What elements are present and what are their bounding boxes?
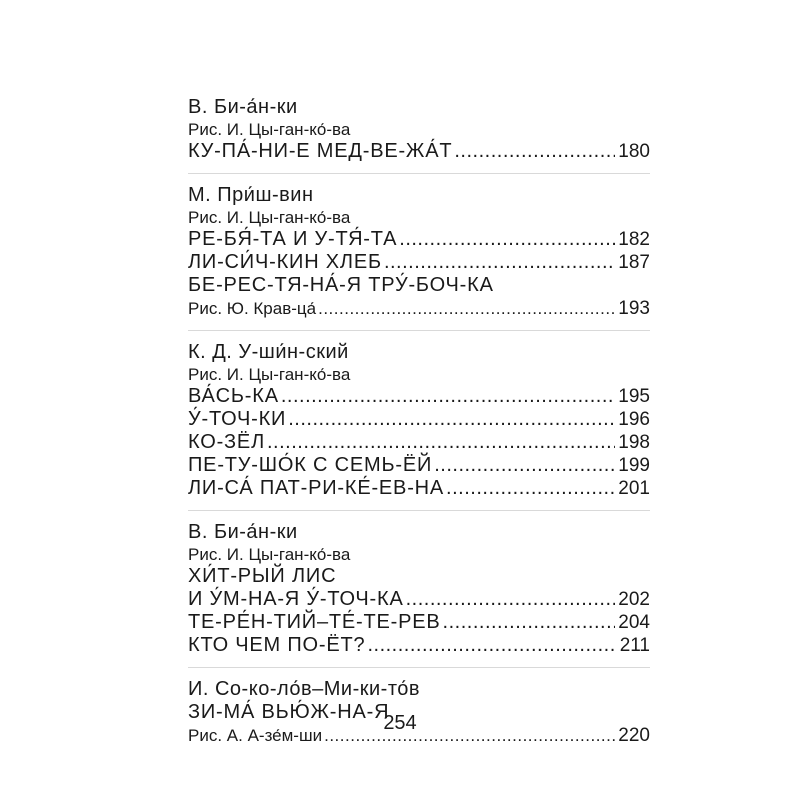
toc-entry bbox=[188, 251, 650, 274]
author-name: В. Би-а́н-ки bbox=[188, 521, 298, 543]
section-divider bbox=[188, 510, 650, 511]
toc-section-bianki-1 bbox=[188, 96, 650, 163]
toc-entry-title: ЛИ-СА́ ПАТ-РИ-КЕ́-ЕВ-НА bbox=[188, 477, 445, 499]
toc-entry-title: КУ-ПА́-НИ-Е МЕД-ВЕ-ЖА́Т bbox=[188, 140, 453, 162]
author-name: И. Со-ко-ло́в–Ми-ки-то́в bbox=[188, 678, 420, 700]
toc-entry-title: ХИ́Т-РЫЙ ЛИС bbox=[188, 565, 337, 587]
author-name: В. Би-а́н-ки bbox=[188, 96, 298, 118]
toc-entry-page: 202 bbox=[618, 589, 650, 610]
dot-leader bbox=[443, 611, 616, 634]
toc-entry bbox=[188, 634, 650, 657]
illustrator-credit: Рис. А. А-зе́м-ши bbox=[188, 726, 323, 745]
toc-section-bianki-2 bbox=[188, 521, 650, 657]
illustrator-credit: Рис. Ю. Крав-ца́ bbox=[188, 299, 317, 318]
toc-section-prishvin bbox=[188, 184, 650, 320]
section-divider bbox=[188, 173, 650, 174]
toc-entry bbox=[188, 588, 650, 611]
page-number: 254 bbox=[383, 712, 417, 734]
toc-entry-title: У́-ТОЧ-КИ bbox=[188, 408, 287, 430]
toc-entry-page: 196 bbox=[618, 409, 650, 430]
section-divider bbox=[188, 330, 650, 331]
toc-entry-page: 199 bbox=[618, 455, 650, 476]
toc-entry-title: ЗИ-МА́ ВЬЮ́Ж-НА-Я bbox=[188, 701, 390, 723]
toc-entry-page: 211 bbox=[619, 635, 650, 656]
toc-entry bbox=[188, 385, 650, 408]
illustrator-credit: Рис. И. Цы-ган-ко́-ва bbox=[188, 208, 351, 227]
toc-entry-page: 193 bbox=[618, 298, 650, 319]
illustrator-credit: Рис. И. Цы-ган-ко́-ва bbox=[188, 545, 351, 564]
toc-entry-title: ТЕ-РЕ́Н-ТИЙ–ТЕ́-ТЕ-РЕВ bbox=[188, 611, 441, 633]
author-name: М. При́ш-вин bbox=[188, 184, 314, 206]
toc-entry-page: 182 bbox=[618, 229, 650, 250]
toc-entry-page: 204 bbox=[618, 612, 650, 633]
dot-leader bbox=[399, 228, 615, 251]
toc-entry-title: И У́М-НА-Я У́-ТОЧ-КА bbox=[188, 588, 404, 610]
dot-leader bbox=[434, 454, 615, 477]
section-divider bbox=[188, 667, 650, 668]
table-of-contents bbox=[188, 96, 650, 747]
toc-entry bbox=[188, 408, 650, 431]
dot-leader bbox=[454, 140, 615, 163]
toc-entry bbox=[188, 477, 650, 500]
toc-entry-page: 201 bbox=[618, 478, 650, 499]
toc-entry bbox=[188, 140, 650, 163]
toc-entry bbox=[188, 228, 650, 251]
toc-entry bbox=[188, 431, 650, 454]
dot-leader bbox=[406, 588, 616, 611]
toc-entry-page: 187 bbox=[618, 252, 650, 273]
toc-entry-title: ПЕ-ТУ-ШО́К С СЕМЬ-ЁЙ bbox=[188, 454, 433, 476]
toc-entry-title: БЕ-РЕС-ТЯ-НА́-Я ТРУ́-БОЧ-КА bbox=[188, 274, 494, 296]
dot-leader bbox=[267, 431, 615, 454]
toc-entry-page: 198 bbox=[618, 432, 650, 453]
dot-leader bbox=[288, 408, 615, 431]
author-name: К. Д. У-ши́н-ский bbox=[188, 341, 349, 363]
toc-entry-title: КТО ЧЕМ ПО-ЁТ? bbox=[188, 634, 366, 656]
toc-entry-title: ВА́СЬ-КА bbox=[188, 385, 279, 407]
toc-section-ushinsky bbox=[188, 341, 650, 500]
toc-entry bbox=[188, 297, 650, 320]
illustrator-credit: Рис. И. Цы-ган-ко́-ва bbox=[188, 365, 351, 384]
dot-leader bbox=[281, 385, 615, 408]
dot-leader bbox=[384, 251, 615, 274]
dot-leader bbox=[367, 634, 616, 657]
toc-entry-title: РЕ-БЯ́-ТА И У-ТЯ́-ТА bbox=[188, 228, 398, 250]
dot-leader bbox=[318, 297, 615, 320]
toc-entry-page: 220 bbox=[618, 725, 650, 746]
toc-entry-page: 180 bbox=[618, 141, 650, 162]
toc-entry-title: ЛИ-СИ́Ч-КИН ХЛЕБ bbox=[188, 251, 382, 273]
toc-entry bbox=[188, 454, 650, 477]
dot-leader bbox=[446, 477, 615, 500]
toc-entry-page: 195 bbox=[618, 386, 650, 407]
toc-entry-title: КО-ЗЁЛ bbox=[188, 431, 265, 453]
illustrator-credit: Рис. И. Цы-ган-ко́-ва bbox=[188, 120, 351, 139]
toc-entry bbox=[188, 611, 650, 634]
